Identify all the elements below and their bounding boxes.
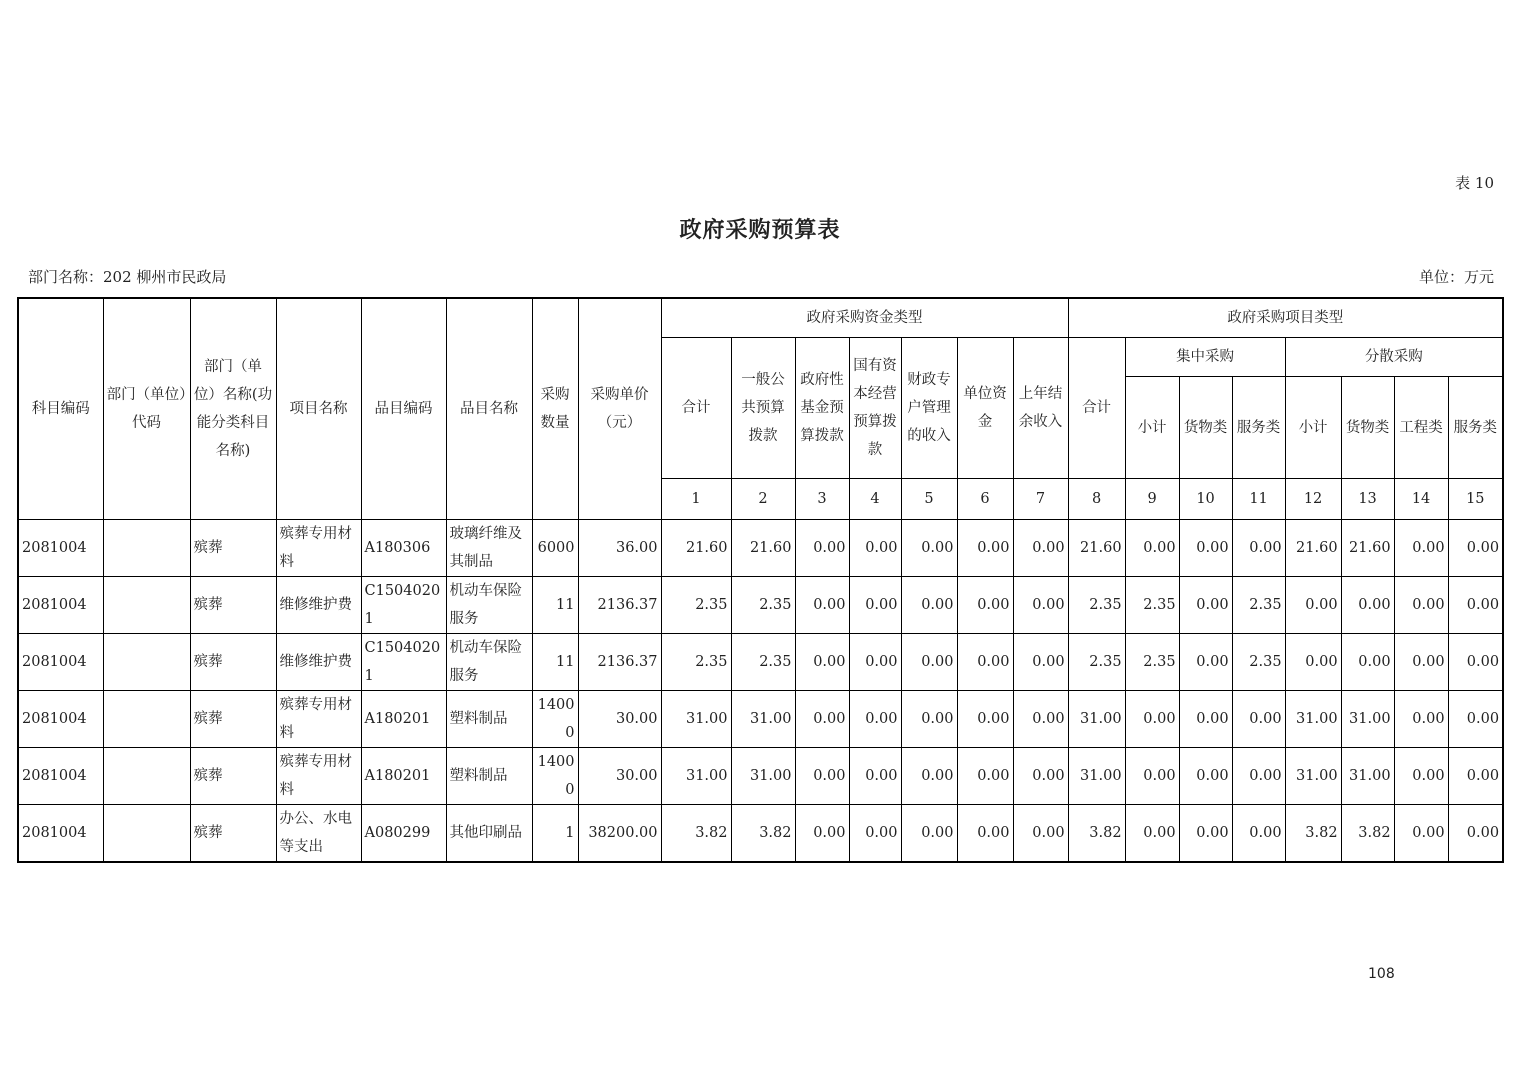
amount-cell: 31.00 <box>1341 691 1394 748</box>
table-row <box>18 577 1503 634</box>
amount-cell: 0.00 <box>1013 691 1068 748</box>
amount-cell: 0.00 <box>1179 691 1232 748</box>
amount-cell: 3.82 <box>1068 805 1125 863</box>
project-name-cell: 维修维护费 <box>276 577 361 634</box>
amount-cell: 0.00 <box>1448 520 1503 577</box>
header-fund-col: 单位资金 <box>957 338 1013 479</box>
header-dept-name: 部门（单位）名称(功能分类科目名称) <box>190 298 276 520</box>
dept-name-cell: 殡葬 <box>190 748 276 805</box>
amount-cell: 0.00 <box>1125 520 1179 577</box>
project-name-cell: 殡葬专用材料 <box>276 748 361 805</box>
item-code-cell: A180201 <box>361 691 446 748</box>
amount-cell: 2.35 <box>731 634 795 691</box>
header-dispersed-col: 服务类 <box>1448 377 1503 479</box>
amount-cell: 21.60 <box>1341 520 1394 577</box>
item-code-cell: A180306 <box>361 520 446 577</box>
amount-cell: 0.00 <box>1232 748 1285 805</box>
header-unit-price: 采购单价（元） <box>578 298 661 520</box>
quantity-cell: 6000 <box>532 520 578 577</box>
amount-cell: 31.00 <box>1285 691 1341 748</box>
amount-cell: 0.00 <box>1448 634 1503 691</box>
amount-cell: 2.35 <box>1068 577 1125 634</box>
column-number: 15 <box>1448 479 1503 520</box>
table-row <box>18 748 1503 805</box>
amount-cell: 3.82 <box>661 805 731 863</box>
column-number: 2 <box>731 479 795 520</box>
dept-name-cell: 殡葬 <box>190 520 276 577</box>
item-name-cell: 玻璃纤维及其制品 <box>446 520 532 577</box>
amount-cell: 0.00 <box>901 577 957 634</box>
amount-cell: 2.35 <box>1232 634 1285 691</box>
header-dept-code: 部门（单位）代码 <box>103 298 190 520</box>
unit-price-cell: 2136.37 <box>578 634 661 691</box>
table-number: 表 10 <box>1455 174 1494 192</box>
dept-name-cell: 殡葬 <box>190 691 276 748</box>
amount-cell: 31.00 <box>731 748 795 805</box>
column-number: 7 <box>1013 479 1068 520</box>
amount-cell: 0.00 <box>957 691 1013 748</box>
amount-cell: 0.00 <box>1448 748 1503 805</box>
unit-price-cell: 2136.37 <box>578 577 661 634</box>
amount-cell: 0.00 <box>1285 634 1341 691</box>
amount-cell: 31.00 <box>731 691 795 748</box>
amount-cell: 21.60 <box>1068 520 1125 577</box>
project-name-cell: 殡葬专用材料 <box>276 691 361 748</box>
amount-cell: 0.00 <box>1448 691 1503 748</box>
amount-cell: 0.00 <box>901 805 957 863</box>
amount-cell: 0.00 <box>1232 805 1285 863</box>
subject-code-cell: 2081004 <box>18 805 103 863</box>
amount-cell: 0.00 <box>1125 691 1179 748</box>
header-project-total: 合计 <box>1068 338 1125 479</box>
amount-cell: 0.00 <box>849 805 901 863</box>
dept-name-cell: 殡葬 <box>190 577 276 634</box>
column-number: 1 <box>661 479 731 520</box>
amount-cell: 0.00 <box>1341 634 1394 691</box>
quantity-cell: 14000 <box>532 748 578 805</box>
project-name-cell: 维修维护费 <box>276 634 361 691</box>
project-name-cell: 办公、水电等支出 <box>276 805 361 863</box>
item-code-cell: C15040201 <box>361 577 446 634</box>
amount-cell: 0.00 <box>901 748 957 805</box>
table-row <box>18 634 1503 691</box>
unit-price-cell: 30.00 <box>578 748 661 805</box>
header-quantity: 采购数量 <box>532 298 578 520</box>
amount-cell: 0.00 <box>1232 691 1285 748</box>
item-code-cell: C15040201 <box>361 634 446 691</box>
subject-code-cell: 2081004 <box>18 577 103 634</box>
header-fund-col: 国有资本经营预算拨款 <box>849 338 901 479</box>
header-central-col: 服务类 <box>1232 377 1285 479</box>
item-code-cell: A180201 <box>361 748 446 805</box>
column-number: 3 <box>795 479 849 520</box>
dept-code-cell <box>103 748 190 805</box>
column-number: 11 <box>1232 479 1285 520</box>
dept-code-cell <box>103 805 190 863</box>
subject-code-cell: 2081004 <box>18 691 103 748</box>
header-dispersed-col: 工程类 <box>1394 377 1448 479</box>
procurement-budget-table <box>17 297 1504 863</box>
amount-cell: 0.00 <box>1179 577 1232 634</box>
amount-cell: 2.35 <box>1232 577 1285 634</box>
amount-cell: 0.00 <box>901 634 957 691</box>
amount-cell: 0.00 <box>1394 691 1448 748</box>
column-number: 9 <box>1125 479 1179 520</box>
amount-cell: 0.00 <box>795 577 849 634</box>
header-central-col: 货物类 <box>1179 377 1232 479</box>
amount-cell: 0.00 <box>1394 577 1448 634</box>
column-number: 12 <box>1285 479 1341 520</box>
unit-price-cell: 30.00 <box>578 691 661 748</box>
header-fund-col: 合计 <box>661 338 731 479</box>
amount-cell: 2.35 <box>731 577 795 634</box>
dept-code-cell <box>103 691 190 748</box>
amount-cell: 0.00 <box>1448 577 1503 634</box>
header-item-name: 品目名称 <box>446 298 532 520</box>
unit-price-cell: 36.00 <box>578 520 661 577</box>
amount-cell: 2.35 <box>661 577 731 634</box>
amount-cell: 2.35 <box>661 634 731 691</box>
item-name-cell: 机动车保险服务 <box>446 577 532 634</box>
amount-cell: 0.00 <box>795 634 849 691</box>
subject-code-cell: 2081004 <box>18 520 103 577</box>
amount-cell: 3.82 <box>1341 805 1394 863</box>
column-number: 6 <box>957 479 1013 520</box>
amount-cell: 31.00 <box>1341 748 1394 805</box>
amount-cell: 0.00 <box>901 520 957 577</box>
project-name-cell: 殡葬专用材料 <box>276 520 361 577</box>
amount-cell: 0.00 <box>1394 805 1448 863</box>
header-fund-col: 政府性基金预算拨款 <box>795 338 849 479</box>
item-name-cell: 塑料制品 <box>446 748 532 805</box>
item-name-cell: 其他印刷品 <box>446 805 532 863</box>
column-number: 10 <box>1179 479 1232 520</box>
amount-cell: 2.35 <box>1125 577 1179 634</box>
column-number: 5 <box>901 479 957 520</box>
table-row <box>18 805 1503 863</box>
amount-cell: 21.60 <box>661 520 731 577</box>
amount-cell: 21.60 <box>1285 520 1341 577</box>
dept-code-cell <box>103 520 190 577</box>
amount-cell: 0.00 <box>1341 577 1394 634</box>
amount-cell: 3.82 <box>731 805 795 863</box>
amount-cell: 31.00 <box>1285 748 1341 805</box>
item-name-cell: 机动车保险服务 <box>446 634 532 691</box>
amount-cell: 0.00 <box>849 577 901 634</box>
column-number: 4 <box>849 479 901 520</box>
amount-cell: 0.00 <box>1448 805 1503 863</box>
quantity-cell: 11 <box>532 577 578 634</box>
amount-cell: 0.00 <box>957 520 1013 577</box>
amount-cell: 2.35 <box>1068 634 1125 691</box>
header-dispersed-procurement: 分散采购 <box>1285 338 1503 377</box>
amount-cell: 0.00 <box>1394 520 1448 577</box>
amount-cell: 0.00 <box>1285 577 1341 634</box>
amount-cell: 0.00 <box>957 634 1013 691</box>
amount-cell: 0.00 <box>1125 748 1179 805</box>
item-name-cell: 塑料制品 <box>446 691 532 748</box>
dept-name-cell: 殡葬 <box>190 634 276 691</box>
amount-cell: 3.82 <box>1285 805 1341 863</box>
amount-cell: 0.00 <box>1013 520 1068 577</box>
amount-cell: 0.00 <box>957 748 1013 805</box>
amount-cell: 0.00 <box>957 577 1013 634</box>
header-item-code: 品目编码 <box>361 298 446 520</box>
dept-code-cell <box>103 634 190 691</box>
amount-cell: 0.00 <box>849 634 901 691</box>
amount-cell: 0.00 <box>1232 520 1285 577</box>
amount-cell: 31.00 <box>1068 748 1125 805</box>
department-label: 部门名称：202 柳州市民政局 <box>28 268 227 286</box>
header-fund-col: 财政专户管理的收入 <box>901 338 957 479</box>
header-fund-col: 一般公共预算拨款 <box>731 338 795 479</box>
column-number: 13 <box>1341 479 1394 520</box>
unit-label: 单位：万元 <box>1418 268 1494 286</box>
amount-cell: 0.00 <box>1125 805 1179 863</box>
amount-cell: 0.00 <box>1013 805 1068 863</box>
amount-cell: 31.00 <box>661 748 731 805</box>
header-fund-col: 上年结余收入 <box>1013 338 1068 479</box>
amount-cell: 0.00 <box>1179 520 1232 577</box>
amount-cell: 0.00 <box>1013 634 1068 691</box>
amount-cell: 0.00 <box>795 748 849 805</box>
header-project-name: 项目名称 <box>276 298 361 520</box>
amount-cell: 0.00 <box>1179 634 1232 691</box>
quantity-cell: 11 <box>532 634 578 691</box>
amount-cell: 0.00 <box>1179 748 1232 805</box>
column-number: 14 <box>1394 479 1448 520</box>
header-dispersed-col: 货物类 <box>1341 377 1394 479</box>
item-code-cell: A080299 <box>361 805 446 863</box>
header-central-col: 小计 <box>1125 377 1179 479</box>
amount-cell: 0.00 <box>901 691 957 748</box>
table-row <box>18 691 1503 748</box>
amount-cell: 0.00 <box>1394 748 1448 805</box>
dept-code-cell <box>103 577 190 634</box>
header-project-type: 政府采购项目类型 <box>1068 298 1503 338</box>
amount-cell: 0.00 <box>1394 634 1448 691</box>
amount-cell: 0.00 <box>795 805 849 863</box>
page-title: 政府采购预算表 <box>679 217 841 243</box>
amount-cell: 0.00 <box>1013 748 1068 805</box>
amount-cell: 31.00 <box>661 691 731 748</box>
subject-code-cell: 2081004 <box>18 634 103 691</box>
amount-cell: 2.35 <box>1125 634 1179 691</box>
table-row <box>18 520 1503 577</box>
amount-cell: 0.00 <box>849 691 901 748</box>
amount-cell: 0.00 <box>795 520 849 577</box>
amount-cell: 0.00 <box>795 691 849 748</box>
dept-name-cell: 殡葬 <box>190 805 276 863</box>
header-dispersed-col: 小计 <box>1285 377 1341 479</box>
column-number: 8 <box>1068 479 1125 520</box>
header-central-procurement: 集中采购 <box>1125 338 1285 377</box>
header-subject-code: 科目编码 <box>18 298 103 520</box>
amount-cell: 0.00 <box>957 805 1013 863</box>
subject-code-cell: 2081004 <box>18 748 103 805</box>
amount-cell: 31.00 <box>1068 691 1125 748</box>
amount-cell: 0.00 <box>1179 805 1232 863</box>
page-number: 108 <box>1368 966 1395 982</box>
amount-cell: 0.00 <box>1013 577 1068 634</box>
unit-price-cell: 38200.00 <box>578 805 661 863</box>
quantity-cell: 1 <box>532 805 578 863</box>
amount-cell: 0.00 <box>849 520 901 577</box>
header-fund-type: 政府采购资金类型 <box>661 298 1068 338</box>
amount-cell: 21.60 <box>731 520 795 577</box>
quantity-cell: 14000 <box>532 691 578 748</box>
amount-cell: 0.00 <box>849 748 901 805</box>
